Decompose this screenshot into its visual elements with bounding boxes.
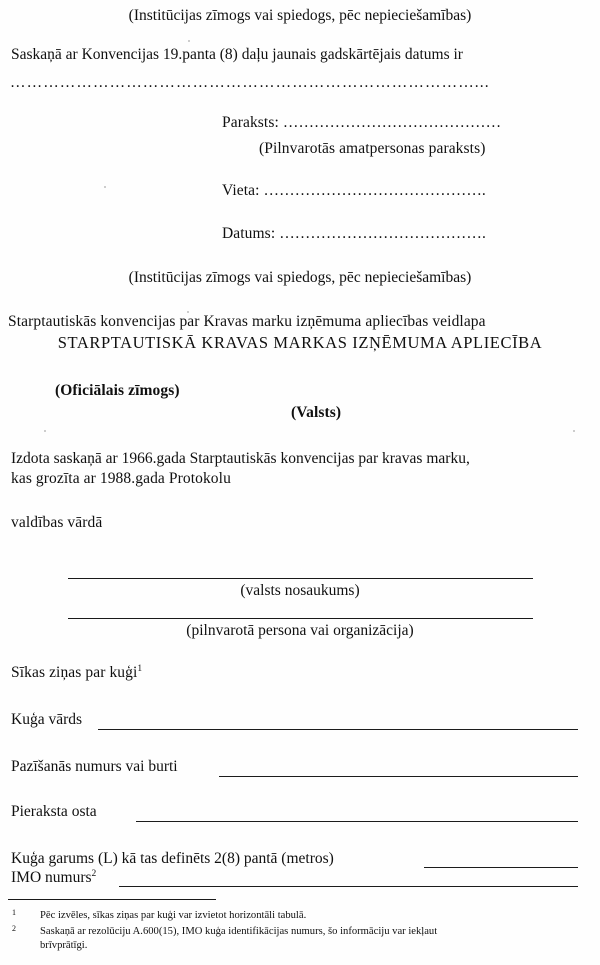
official-seal-label: (Oficiālais zīmogs) <box>55 382 180 399</box>
date-field[interactable]: Datums: …………………………………. <box>222 225 486 242</box>
scan-speck <box>187 311 189 313</box>
scan-speck <box>573 430 575 432</box>
ship-details-heading <box>11 663 142 682</box>
signature-field[interactable]: Paraksts: …………………………………… <box>222 114 502 131</box>
renewal-date-dotted-line[interactable]: …………………………………………………………………………... <box>10 74 490 91</box>
on-behalf-of-label: valdības vārdā <box>11 514 103 531</box>
field-distinctive-number-input[interactable] <box>219 776 578 777</box>
scan-speck <box>44 430 46 432</box>
country-name-caption: (valsts nosaukums) <box>240 582 360 599</box>
field-imo-number-input[interactable] <box>119 886 578 887</box>
footnote-1-marker: 1 <box>12 908 16 917</box>
stamp-note-top: (Institūcijas zīmogs vai spiedogs, pēc nepieciešamības) <box>128 7 472 24</box>
stamp-note-bottom: (Institūcijas zīmogs vai spiedogs, pēc nepieciešamības) <box>128 269 472 286</box>
field-port-of-registry-input[interactable] <box>136 821 578 822</box>
field-ship-length-label: Kuģa garums (L) kā tas definēts 2(8) pantā (metros) <box>11 850 334 867</box>
field-ship-length-input[interactable] <box>424 867 578 868</box>
field-ship-name-label: Kuģa vārds <box>11 711 83 728</box>
state-label: (Valsts) <box>291 404 342 421</box>
field-ship-name-input[interactable] <box>98 729 578 730</box>
field-imo-number-label <box>11 868 96 887</box>
footnote-1 <box>12 909 588 923</box>
issue-paragraph-line2: kas grozīta ar 1988.gada Protokolu <box>11 470 231 487</box>
page-title: STARPTAUTISKĀ KRAVAS MARKAS IZŅĒMUMA APLIECĪBA <box>57 333 543 352</box>
authority-rule[interactable] <box>68 618 533 619</box>
footnote-2 <box>12 925 588 952</box>
country-name-rule[interactable] <box>68 578 533 579</box>
ship-details-heading-footnote-marker: 1 <box>137 663 143 674</box>
field-distinctive-number-label: Pazīšanās numurs vai burti <box>11 758 178 775</box>
scan-speck <box>188 40 190 42</box>
signature-caption: (Pilnvarotās amatpersonas paraksts) <box>259 140 486 157</box>
field-imo-number-footnote-marker: 2 <box>91 868 97 879</box>
authority-caption: (pilnvarotā persona vai organizācija) <box>186 622 414 639</box>
field-port-of-registry-label: Pieraksta osta <box>11 803 97 820</box>
place-field[interactable]: Vieta: ……………………………………. <box>222 182 486 199</box>
footnote-2-text-continued: brīvprātīgi. <box>40 939 88 951</box>
form-subtitle: Starptautiskās konvencijas par Kravas marku izņēmuma apliecības veidlapa <box>8 313 486 330</box>
footnote-2-text: Saskaņā ar rezolūciju A.600(15), IMO kuģa identifikācijas numurs, šo informāciju var iekļaut <box>40 926 438 937</box>
ship-details-heading-text: Sīkas ziņas par kuģi <box>11 664 138 681</box>
footnote-1-text: Pēc izvēles, sīkas ziņas par kuģi var izvietot horizontāli tabulā. <box>40 910 307 921</box>
field-imo-number-label-text: IMO numurs <box>11 869 92 886</box>
scan-speck <box>104 186 106 188</box>
footnote-2-marker: 2 <box>12 924 16 933</box>
renewal-clause: Saskaņā ar Konvencijas 19.panta (8) daļu jaunais gadskārtējais datums ir <box>11 46 463 63</box>
footnote-separator <box>8 899 216 900</box>
issue-paragraph-line1: Izdota saskaņā ar 1966.gada Starptautiskās konvencijas par kravas marku, <box>11 450 470 467</box>
